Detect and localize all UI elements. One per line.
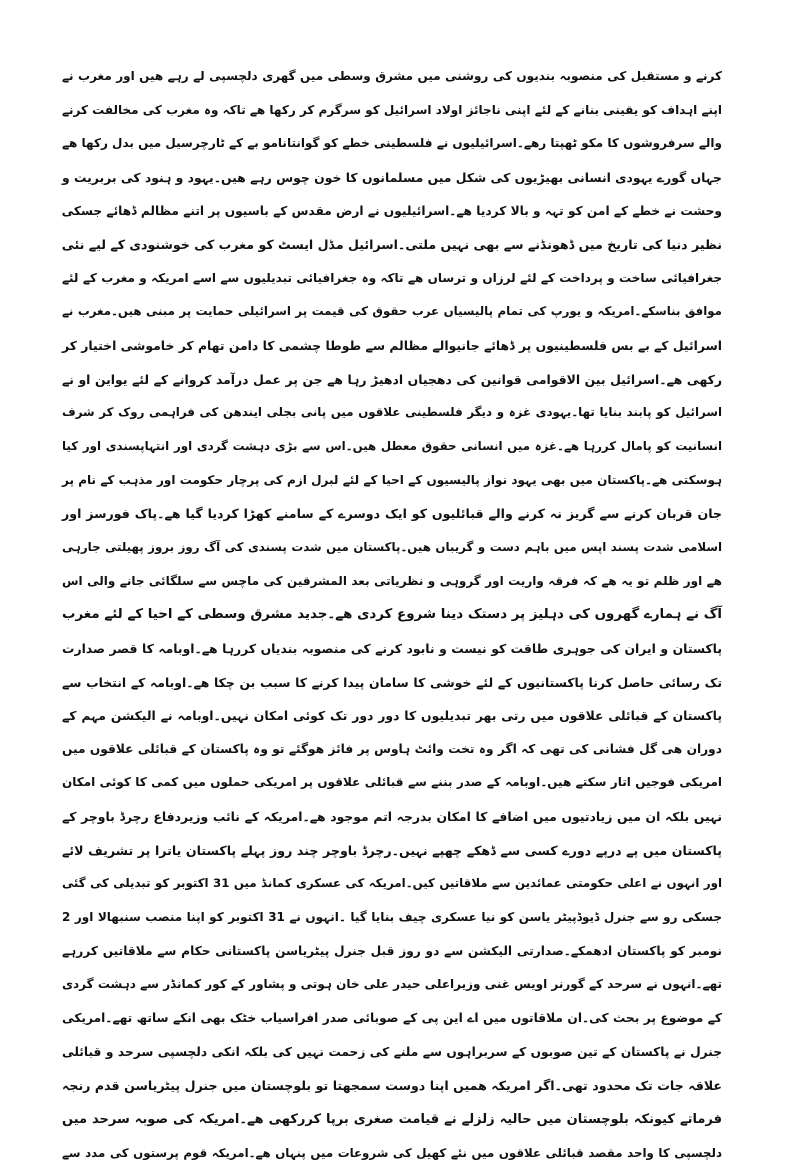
text-line: اسرائیل کے بے بس فلسطینیوں پر ڈھائے جانیوالے مظالم سے طوطا چشمی کا دامن تھام کر خاموشی اختیار کر <box>62 329 722 363</box>
text-line: ھے اور ظلم تو یہ ھے کہ فرقہ واریت اور گروہی و نظریاتی بعد المشرقین کی ماچس سے سلگائی جانے والی اس <box>62 565 722 599</box>
text-line: پاکستان کے قبائلی علاقوں میں رتی بھر تبدیلیوں کا دور دور تک کوئی امکان نہیں۔اوبامہ نے الیکشن مہم کے <box>62 699 722 733</box>
text-line: فرماتے کیونکہ بلوچستان میں حالیہ زلزلے نے قیامت صغری برپا کررکھی ھے۔امریکہ کی صوبہ سرحد میں <box>62 1103 722 1137</box>
text-line: کرنے و مستقبل کی منصوبہ بندیوں کی روشنی میں مشرق وسطی میں گھری دلچسپی لے رہے ھیں اور مغرب نے <box>62 60 722 94</box>
text-line: آگ نے ہمارے گھروں کی دہلیز پر دستک دینا شروع کردی ھے۔جدید مشرق وسطی کے احیا کے لئے مغرب <box>62 598 722 632</box>
text-line: علاقہ جات تک محدود تھی۔اگر امریکہ ھمیں اپنا دوست سمجھتا تو بلوچستان میں جنرل پیٹریاسن قدم رنجہ <box>62 1069 722 1103</box>
text-line: والے سرفروشوں کا مکو ٹھپتا رھے۔اسرائیلیوں نے فلسطینی خطے کو گوانتانامو بے کے ٹارچرسیل میں بدل رکھا ھے <box>62 127 722 161</box>
article-body <box>62 60 722 1170</box>
text-line: نومبر کو پاکستان ادھمکے۔صدارتی الیکشن سے دو روز قبل جنرل پیٹریاسن پاکستانی حکام سے ملاقاتیں کررہے <box>62 935 722 969</box>
text-line: اپنے اہداف کو یقینی بنانے کے لئے اپنی ناجائز اولاد اسرائیل کو سرگرم کر رکھا ھے تاکہ وہ مغرب کی مخالفت کرنے <box>62 94 722 128</box>
text-line: موافق بناسکے۔امریکہ و یورپ کی تمام پالیسیاں عرب حقوق کی قیمت پر اسرائیلی حمایت پر مبنی ھیں۔مغرب نے <box>62 295 722 329</box>
text-line: پاکستان میں پے درپے دورے کسی سے ڈھکے چھپے نہیں۔رچرڈ باوچر چند روز پہلے پاکستان یاترا پر تشریف لائے <box>62 834 722 868</box>
text-line: امریکی فوجیں اتار سکتے ھیں۔اوبامہ کے صدر بننے سے قبائلی علاقوں پر امریکی حملوں میں کمی کا کوئی امکان <box>62 766 722 800</box>
text-line: جغرافیائی ساخت و پرداخت کے لئے لرزاں و ترساں ھے تاکہ وہ جغرافیائی تبدیلیوں سے اسے امریکہ و مغرب کے لئے <box>62 262 722 296</box>
text-line: جان قربان کرنے سے گریز نہ کرنے والے قبائلیوں کو ایک دوسرے کے سامنے کھڑا کردیا گیا ھے۔پاک فورسز اور <box>62 497 722 531</box>
text-line: جہاں گورے یہودی انسانی بھیڑیوں کی شکل میں مسلمانوں کا خون چوس رہے ھیں۔یہود و ہنود کی بربریت و <box>62 161 722 195</box>
text-line: رکھی ھے۔اسرائیل بین الاقوامی قوانین کی دھجیاں ادھیڑ رہا ھے جن پر عمل درآمد کروانے کے لئے یواین او نے <box>62 363 722 397</box>
text-line: ہوسکتی ھے۔پاکستان میں بھی یہود نواز پالیسیوں کے احیا کے لئے لبرل ازم کی پرچار حکومت اور مذہب کے نام پر <box>62 464 722 498</box>
text-line: نہیں بلکہ ان میں زیادتیوں میں اضافے کا امکان بدرجہ اتم موجود ھے۔امریکہ کے نائب وزیردفاع رچرڈ باوچر کے <box>62 800 722 834</box>
text-line: دوران ھی گل فشانی کی تھی کہ اگر وہ تخت وائٹ ہاوس پر فائز ھوگئے تو وہ پاکستان کے قبائلی علاقوں میں <box>62 733 722 767</box>
text-line: وحشت نے خطے کے امن کو تہہ و بالا کردیا ھے۔اسرائیلیوں نے ارض مقدس کے باسیوں پر اتنے مظالم ڈھائے جسکی <box>62 195 722 229</box>
text-line: دلچسپی کا واحد مقصد قبائلی علاقوں میں نئے کھیل کی شروعات میں پنہاں ھے۔امریکہ قوم پرستوں کی مدد سے <box>62 1137 722 1170</box>
text-line: پاکستان و ایران کی جوہری طاقت کو نیست و نابود کرنے کی منصوبہ بندیاں کررہا ھے۔اوبامہ کا قصر صدارت <box>62 632 722 666</box>
text-line: کے موضوع پر بحث کی۔ان ملاقاتوں میں اے این پی کے صوبائی صدر افراسیاب خٹک بھی انکے ساتھ تھے۔امریکی <box>62 1002 722 1036</box>
text-line: جسکی رو سے جنرل ڈیوڈپیٹر یاسن کو نیا عسکری چیف بنایا گیا ۔انہوں نے 31 اکتوبر کو اپنا منصب سنبھالا اور 2 <box>62 901 722 935</box>
text-line: انسانیت کو پامال کررہا ھے۔غزہ میں انسانی حقوق معطل ھیں۔اس سے بڑی دہشت گردی اور انتہاپسندی اور کیا <box>62 430 722 464</box>
text-line: جنرل نے پاکستان کے تین صوبوں کے سربراہوں سے ملنے کی زحمت نہیں کی بلکہ انکی دلچسپی سرحد و قبائلی <box>62 1036 722 1070</box>
text-line: نظیر دنیا کی تاریخ میں ڈھونڈنے سے بھی نہیں ملتی۔اسرائیل مڈل ایسٹ کو مغرب کی خوشنودی کے لیے نئی <box>62 228 722 262</box>
text-line: اسرائیل کو پابند بنایا تھا۔یہودی غزہ و دیگر فلسطینی علاقوں میں پانی بجلی ایندھن کی فراہمی روک کر شرف <box>62 396 722 430</box>
text-line: تک رسائی حاصل کرنا پاکستانیوں کے لئے خوشی کا سامان پیدا کرنے کا سبب بن چکا ھے۔اوبامہ کے انتخاب سے <box>62 666 722 700</box>
text-line: تھے۔انہوں نے سرحد کے گورنر اویس غنی وزیراعلی حیدر علی خان ہوتی و پشاور کے کور کمانڈر سے دہشت گردی <box>62 968 722 1002</box>
text-line: اسلامی شدت پسند اپس میں باہم دست و گریباں ھیں۔پاکستان میں شدت پسندی کی آگ روز بروز پھیلتی جارہی <box>62 531 722 565</box>
text-line: اور انہوں نے اعلی حکومتی عمائدین سے ملاقاتیں کیں۔امریکہ کی عسکری کمانڈ میں 31 اکتوبر کو تبدیلی کی گئی <box>62 867 722 901</box>
